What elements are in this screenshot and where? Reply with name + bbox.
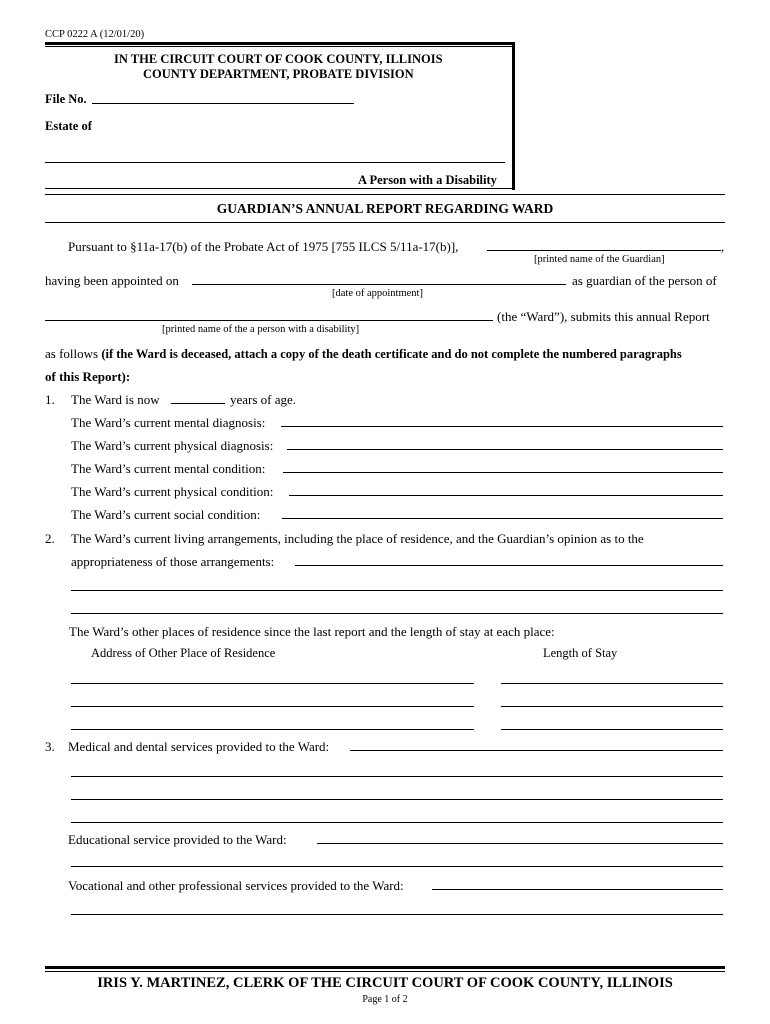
court-division: COUNTY DEPARTMENT, PROBATE DIVISION <box>143 67 414 81</box>
deceased-instruction: (if the Ward is deceased, attach a copy of the death certificate and do not complete the numbered paragraphs <box>101 347 682 361</box>
page-number: Page 1 of 2 <box>362 994 408 1005</box>
ward-submits-text: (the “Ward”), submits this annual Report <box>497 309 710 324</box>
physical-diagnosis-field[interactable] <box>287 449 723 450</box>
appointment-date-field[interactable] <box>192 284 566 285</box>
social-condition-field[interactable] <box>282 518 723 519</box>
appropriateness-label: appropriateness of those arrangements: <box>71 554 275 569</box>
residence-address-field-1[interactable] <box>71 683 474 684</box>
file-no-field[interactable] <box>92 103 354 104</box>
educational-services-label: Educational service provided to the Ward: <box>68 832 287 847</box>
estate-name-field[interactable] <box>45 162 505 163</box>
section-1-number: 1. <box>45 392 55 407</box>
medical-services-field-1[interactable] <box>350 750 723 751</box>
residence-length-field-1[interactable] <box>501 683 723 684</box>
residence-address-field-2[interactable] <box>71 706 474 707</box>
mental-diagnosis-field[interactable] <box>281 426 723 427</box>
residence-length-field-3[interactable] <box>501 729 723 730</box>
header-top-rule <box>45 42 515 45</box>
medical-services-field-2[interactable] <box>71 776 723 777</box>
comma: , <box>721 239 725 254</box>
ward-name-field[interactable] <box>45 320 493 321</box>
title-top-rule <box>45 194 725 195</box>
footer-rule-thick <box>45 966 725 969</box>
pursuant-text: Pursuant to §11a-17(b) of the Probate Act of 1975 [755 ILCS 5/11a-17(b)], <box>68 239 459 254</box>
physical-condition-field[interactable] <box>289 495 723 496</box>
clerk-name: IRIS Y. MARTINEZ, CLERK OF THE CIRCUIT COURT OF COOK COUNTY, ILLINOIS <box>97 975 673 991</box>
form-code: CCP 0222 A (12/01/20) <box>45 29 145 40</box>
other-residences-text: The Ward’s other places of residence since the last report and the length of stay at each place: <box>69 624 555 639</box>
physical-condition-label: The Ward’s current physical condition: <box>71 484 274 499</box>
court-name: IN THE CIRCUIT COURT OF COOK COUNTY, ILLINOIS <box>114 52 443 66</box>
guardian-name-field[interactable] <box>487 250 721 251</box>
educational-services-field-1[interactable] <box>317 843 723 844</box>
length-column-header: Length of Stay <box>543 646 618 660</box>
deceased-instruction-end: of this Report): <box>45 369 131 384</box>
estate-of-label: Estate of <box>45 119 92 133</box>
header-top-rule-thin <box>45 46 515 47</box>
guardian-of-text: as guardian of the person of <box>572 273 717 288</box>
mental-condition-field[interactable] <box>283 472 723 473</box>
title-bottom-rule <box>45 222 725 223</box>
living-arrangements-text: The Ward’s current living arrangements, including the place of residence, and the Guardian’s opinion as to the <box>71 531 644 546</box>
living-arrangements-field-3[interactable] <box>71 613 723 614</box>
header-bottom-rule <box>45 188 515 189</box>
vocational-services-label: Vocational and other professional services provided to the Ward: <box>68 878 404 893</box>
guardian-name-caption: [printed name of the Guardian] <box>534 254 665 265</box>
social-condition-label: The Ward’s current social condition: <box>71 507 261 522</box>
header-right-rule <box>512 42 515 190</box>
ward-name-caption: [printed name of the a person with a disability] <box>162 324 360 335</box>
mental-condition-label: The Ward’s current mental condition: <box>71 461 266 476</box>
footer-rule-thin <box>45 971 725 972</box>
educational-services-field-2[interactable] <box>71 866 723 867</box>
person-with-disability-label: A Person with a Disability <box>358 173 497 187</box>
date-caption: [date of appointment] <box>332 288 423 299</box>
age-suffix: years of age. <box>230 392 297 407</box>
appointed-text: having been appointed on <box>45 273 179 288</box>
physical-diagnosis-label: The Ward’s current physical diagnosis: <box>71 438 274 453</box>
residence-address-field-3[interactable] <box>71 729 474 730</box>
age-prefix: The Ward is now <box>71 392 160 407</box>
ward-age-field[interactable] <box>171 403 225 404</box>
page-title: GUARDIAN’S ANNUAL REPORT REGARDING WARD <box>216 201 554 216</box>
vocational-services-field-2[interactable] <box>71 914 723 915</box>
medical-services-label: Medical and dental services provided to the Ward: <box>68 739 330 754</box>
mental-diagnosis-label: The Ward’s current mental diagnosis: <box>71 415 266 430</box>
section-2-number: 2. <box>45 531 55 546</box>
vocational-services-field-1[interactable] <box>432 889 723 890</box>
living-arrangements-field-2[interactable] <box>71 590 723 591</box>
file-no-label: File No. <box>45 92 87 106</box>
section-3-number: 3. <box>45 739 55 754</box>
medical-services-field-4[interactable] <box>71 822 723 823</box>
residence-length-field-2[interactable] <box>501 706 723 707</box>
address-column-header: Address of Other Place of Residence <box>91 646 276 660</box>
living-arrangements-field-1[interactable] <box>295 565 723 566</box>
medical-services-field-3[interactable] <box>71 799 723 800</box>
as-follows-text: as follows (if the Ward is deceased, attach a copy of the death certificate and do not complete the numbered paragraphs <box>45 346 682 361</box>
